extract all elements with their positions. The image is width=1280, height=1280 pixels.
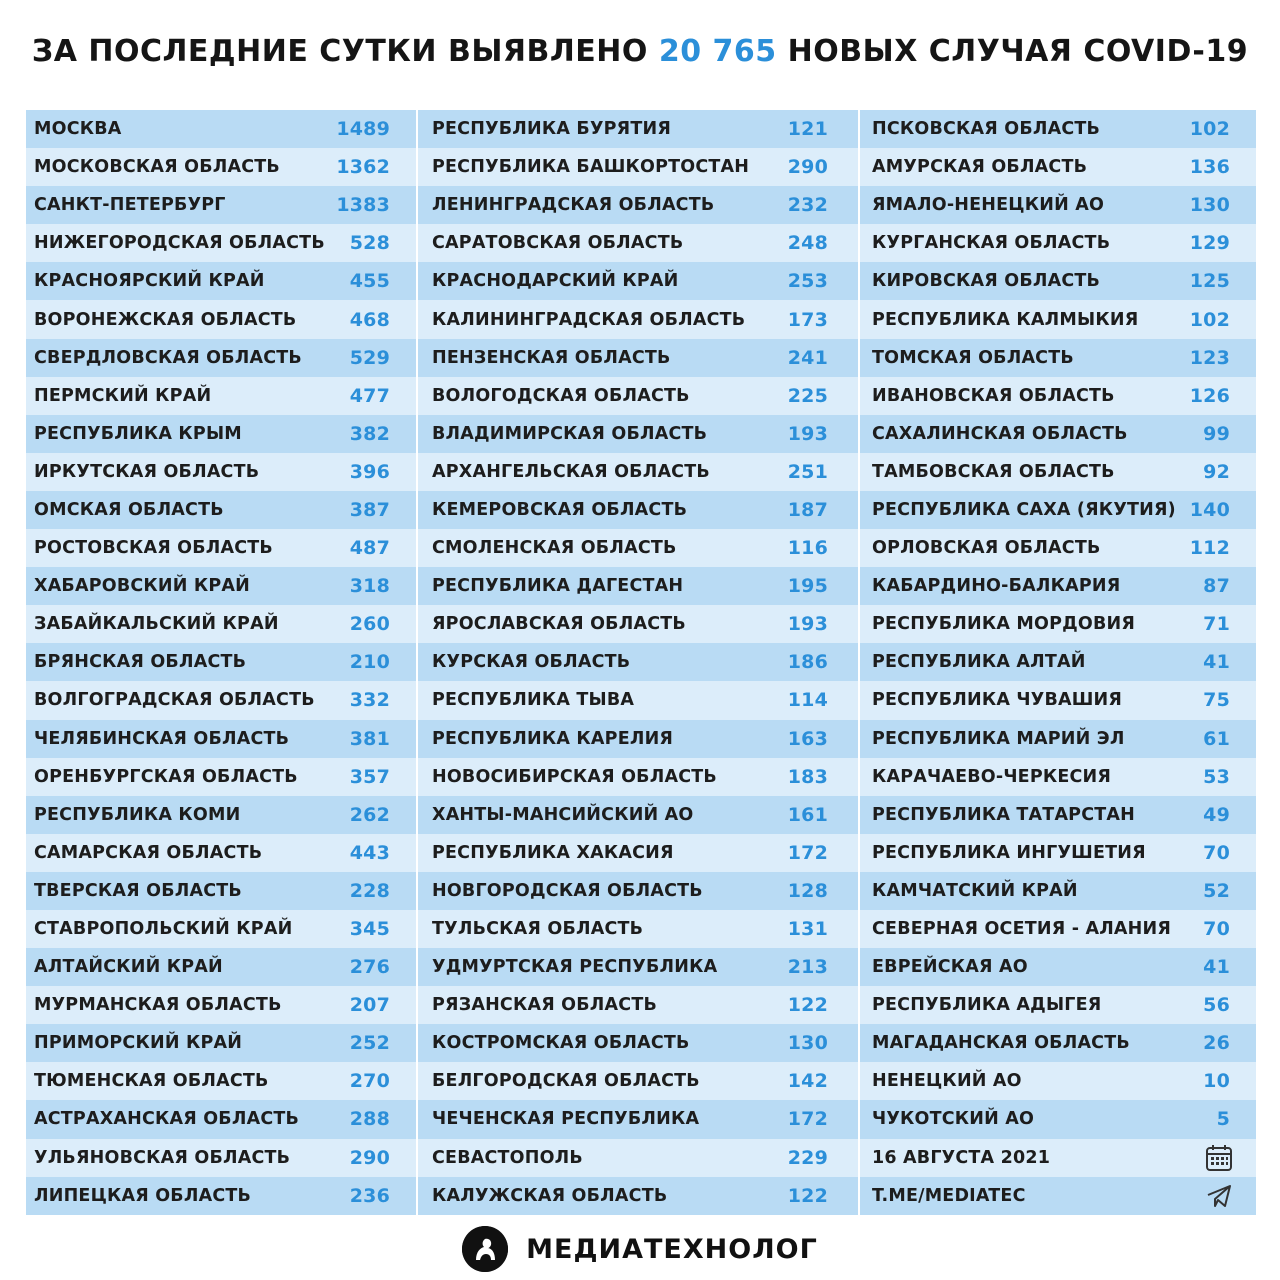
table-row [418, 872, 858, 910]
case-count: 468 [349, 308, 390, 331]
table-row [418, 110, 858, 148]
region-name: РЕСПУБЛИКА ДАГЕСТАН [432, 576, 684, 597]
region-name: ТОМСКАЯ ОБЛАСТЬ [872, 347, 1074, 368]
table-row [26, 643, 416, 681]
region-name: ТВЕРСКАЯ ОБЛАСТЬ [34, 880, 242, 901]
regions-column-3 [860, 110, 1256, 1215]
case-count: 49 [1203, 803, 1230, 826]
region-name: РЕСПУБЛИКА БУРЯТИЯ [432, 119, 672, 140]
region-name: УДМУРТСКАЯ РЕСПУБЛИКА [432, 957, 718, 978]
region-name: БРЯНСКАЯ ОБЛАСТЬ [34, 652, 247, 673]
table-row [860, 986, 1256, 1024]
table-row [860, 605, 1256, 643]
mediatechnolog-logo-icon [462, 1226, 508, 1272]
case-count: 455 [349, 270, 390, 293]
case-count: 232 [787, 194, 828, 217]
table-row [418, 834, 858, 872]
region-name: НОВГОРОДСКАЯ ОБЛАСТЬ [432, 880, 703, 901]
region-name: СЕВЕРНАЯ ОСЕТИЯ - АЛАНИЯ [872, 919, 1172, 940]
case-count: 183 [787, 765, 828, 788]
region-name: РЯЗАНСКАЯ ОБЛАСТЬ [432, 995, 657, 1016]
case-count: 70 [1203, 841, 1230, 864]
case-count: 112 [1189, 537, 1230, 560]
region-name: РОСТОВСКАЯ ОБЛАСТЬ [34, 538, 273, 559]
region-name: РЕСПУБЛИКА КАЛМЫКИЯ [872, 309, 1139, 330]
table-row [26, 948, 416, 986]
case-count: 443 [349, 841, 390, 864]
case-count: 130 [787, 1032, 828, 1055]
region-name: РЕСПУБЛИКА КОМИ [34, 804, 241, 825]
case-count: 10 [1203, 1070, 1230, 1093]
table-row [418, 1062, 858, 1100]
table-row [860, 491, 1256, 529]
table-row [26, 1024, 416, 1062]
table-row [26, 720, 416, 758]
case-count: 53 [1203, 765, 1230, 788]
table-row [26, 529, 416, 567]
table-row [26, 567, 416, 605]
footer [0, 1226, 1280, 1272]
table-row [418, 986, 858, 1024]
case-count: 1383 [336, 194, 390, 217]
table-row [860, 1177, 1256, 1215]
region-name: РЕСПУБЛИКА БАШКОРТОСТАН [432, 157, 750, 178]
region-name: СМОЛЕНСКАЯ ОБЛАСТЬ [432, 538, 677, 559]
region-name: РЕСПУБЛИКА МОРДОВИЯ [872, 614, 1136, 635]
case-count: 288 [349, 1108, 390, 1131]
table-row [418, 339, 858, 377]
case-count: 142 [787, 1070, 828, 1093]
case-count: 262 [349, 803, 390, 826]
region-name: РЕСПУБЛИКА КАРЕЛИЯ [432, 728, 674, 749]
case-count: 290 [787, 156, 828, 179]
region-name: РЕСПУБЛИКА ХАКАСИЯ [432, 842, 674, 863]
table-row [26, 415, 416, 453]
table-row [418, 1024, 858, 1062]
table-row [418, 186, 858, 224]
table-row [26, 1139, 416, 1177]
region-name: НИЖЕГОРОДСКАЯ ОБЛАСТЬ [34, 233, 325, 254]
region-name: СЕВАСТОПОЛЬ [432, 1147, 583, 1168]
table-row [418, 796, 858, 834]
case-count: 121 [787, 118, 828, 141]
case-count: 529 [349, 346, 390, 369]
case-count: 290 [349, 1146, 390, 1169]
region-name: КРАСНОДАРСКИЙ КРАЙ [432, 271, 679, 292]
table-row [26, 796, 416, 834]
region-name: ОРЕНБУРГСКАЯ ОБЛАСТЬ [34, 766, 298, 787]
region-name: ПСКОВСКАЯ ОБЛАСТЬ [872, 119, 1101, 140]
case-count: 5 [1216, 1108, 1230, 1131]
table-row [860, 948, 1256, 986]
region-name: РЕСПУБЛИКА ИНГУШЕТИЯ [872, 842, 1146, 863]
brand-name: МЕДИАТЕХНОЛОГ [526, 1233, 818, 1265]
region-name: МОСКВА [34, 119, 122, 140]
region-name: КАРАЧАЕВО-ЧЕРКЕСИЯ [872, 766, 1112, 787]
table-row [860, 262, 1256, 300]
region-name: 16 АВГУСТА 2021 [872, 1147, 1051, 1168]
case-count: 487 [349, 537, 390, 560]
region-name: ОРЛОВСКАЯ ОБЛАСТЬ [872, 538, 1101, 559]
region-name: КЕМЕРОВСКАЯ ОБЛАСТЬ [432, 499, 688, 520]
region-name: ВЛАДИМИРСКАЯ ОБЛАСТЬ [432, 423, 708, 444]
region-name: КАМЧАТСКИЙ КРАЙ [872, 880, 1078, 901]
table-row [418, 643, 858, 681]
table-row [418, 300, 858, 338]
case-count: 116 [787, 537, 828, 560]
case-count: 318 [349, 575, 390, 598]
case-count: 129 [1189, 232, 1230, 255]
region-name: НОВОСИБИРСКАЯ ОБЛАСТЬ [432, 766, 717, 787]
table-row [418, 567, 858, 605]
case-count: 195 [787, 575, 828, 598]
region-name: ЛЕНИНГРАДСКАЯ ОБЛАСТЬ [432, 195, 715, 216]
table-row [418, 681, 858, 719]
region-name: СВЕРДЛОВСКАЯ ОБЛАСТЬ [34, 347, 302, 368]
region-name: КИРОВСКАЯ ОБЛАСТЬ [872, 271, 1101, 292]
region-name: РЕСПУБЛИКА ТАТАРСТАН [872, 804, 1135, 825]
region-name: РЕСПУБЛИКА АДЫГЕЯ [872, 995, 1102, 1016]
title-after: НОВЫХ СЛУЧАЯ COVID-19 [787, 34, 1249, 69]
table-row [860, 1062, 1256, 1100]
case-count: 136 [1189, 156, 1230, 179]
table-row [26, 1062, 416, 1100]
table-row [418, 224, 858, 262]
case-count: 92 [1203, 460, 1230, 483]
table-row [26, 872, 416, 910]
regions-column-1 [26, 110, 416, 1215]
region-name: КУРСКАЯ ОБЛАСТЬ [432, 652, 631, 673]
region-name: АСТРАХАНСКАЯ ОБЛАСТЬ [34, 1109, 300, 1130]
region-name: ОМСКАЯ ОБЛАСТЬ [34, 499, 224, 520]
region-name: КУРГАНСКАЯ ОБЛАСТЬ [872, 233, 1111, 254]
region-name: ТЮМЕНСКАЯ ОБЛАСТЬ [34, 1071, 269, 1092]
region-name: КАБАРДИНО-БАЛКАРИЯ [872, 576, 1121, 597]
table-row [418, 529, 858, 567]
region-name: РЕСПУБЛИКА АЛТАЙ [872, 652, 1086, 673]
region-name: КОСТРОМСКАЯ ОБЛАСТЬ [432, 1033, 690, 1054]
region-name: ВОЛОГОДСКАЯ ОБЛАСТЬ [432, 385, 690, 406]
case-count: 140 [1189, 498, 1230, 521]
case-count: 122 [787, 1184, 828, 1207]
region-name: ЕВРЕЙСКАЯ АО [872, 957, 1028, 978]
table-row [860, 1024, 1256, 1062]
region-name: МУРМАНСКАЯ ОБЛАСТЬ [34, 995, 282, 1016]
case-count: 131 [787, 918, 828, 941]
case-count: 252 [349, 1032, 390, 1055]
table-row [860, 796, 1256, 834]
region-name: ВОРОНЕЖСКАЯ ОБЛАСТЬ [34, 309, 297, 330]
table-row [860, 910, 1256, 948]
table-row [26, 1177, 416, 1215]
case-count: 123 [1189, 346, 1230, 369]
region-name: РЕСПУБЛИКА КРЫМ [34, 423, 242, 444]
case-count: 125 [1189, 270, 1230, 293]
region-name: ЧУКОТСКИЙ АО [872, 1109, 1035, 1130]
table-row [860, 186, 1256, 224]
table-row [860, 339, 1256, 377]
region-name: ИРКУТСКАЯ ОБЛАСТЬ [34, 461, 260, 482]
case-count: 187 [787, 498, 828, 521]
page-title [0, 34, 1280, 69]
case-count: 41 [1203, 651, 1230, 674]
title-before: ЗА ПОСЛЕДНИЕ СУТКИ ВЫЯВЛЕНО [31, 34, 648, 69]
region-name: НЕНЕЦКИЙ АО [872, 1071, 1022, 1092]
region-name: ЛИПЕЦКАЯ ОБЛАСТЬ [34, 1185, 252, 1206]
table-row [860, 415, 1256, 453]
table-row [860, 529, 1256, 567]
table-row [418, 453, 858, 491]
case-count: 128 [787, 879, 828, 902]
region-name: КАЛУЖСКАЯ ОБЛАСТЬ [432, 1185, 668, 1206]
table-row [26, 186, 416, 224]
case-count: 270 [349, 1070, 390, 1093]
table-row [26, 148, 416, 186]
table-row [418, 948, 858, 986]
table-row [860, 720, 1256, 758]
case-count: 253 [787, 270, 828, 293]
regions-table [26, 110, 1256, 1216]
table-row [26, 1100, 416, 1138]
table-row [26, 453, 416, 491]
case-count: 56 [1203, 994, 1230, 1017]
table-row [860, 377, 1256, 415]
case-count: 52 [1203, 879, 1230, 902]
table-row [26, 300, 416, 338]
region-name: СТАВРОПОЛЬСКИЙ КРАЙ [34, 919, 293, 940]
case-count: 173 [787, 308, 828, 331]
case-count: 61 [1203, 727, 1230, 750]
table-row [418, 758, 858, 796]
case-count: 71 [1203, 613, 1230, 636]
region-name: ВОЛГОГРАДСКАЯ ОБЛАСТЬ [34, 690, 315, 711]
region-name: РЕСПУБЛИКА САХА (ЯКУТИЯ) [872, 499, 1176, 520]
telegram-icon [1204, 1181, 1234, 1211]
table-row [418, 1177, 858, 1215]
table-row [860, 872, 1256, 910]
case-count: 75 [1203, 689, 1230, 712]
region-name: ЧЕЧЕНСКАЯ РЕСПУБЛИКА [432, 1109, 700, 1130]
region-name: ИВАНОВСКАЯ ОБЛАСТЬ [872, 385, 1115, 406]
region-name: САРАТОВСКАЯ ОБЛАСТЬ [432, 233, 684, 254]
case-count: 260 [349, 613, 390, 636]
case-count: 210 [349, 651, 390, 674]
table-row [418, 1139, 858, 1177]
table-row [418, 605, 858, 643]
table-row [860, 224, 1256, 262]
case-count: 1489 [336, 118, 390, 141]
table-row [26, 986, 416, 1024]
table-row [418, 720, 858, 758]
case-count: 70 [1203, 918, 1230, 941]
table-row [418, 415, 858, 453]
case-count: 345 [349, 918, 390, 941]
table-row [418, 491, 858, 529]
case-count: 207 [349, 994, 390, 1017]
region-name: ПЕРМСКИЙ КРАЙ [34, 385, 212, 406]
case-count: 186 [787, 651, 828, 674]
case-count: 172 [787, 841, 828, 864]
region-name: МАГАДАНСКАЯ ОБЛАСТЬ [872, 1033, 1130, 1054]
region-name: АЛТАЙСКИЙ КРАЙ [34, 957, 223, 978]
case-count: 528 [349, 232, 390, 255]
table-row [860, 1100, 1256, 1138]
table-row [26, 605, 416, 643]
table-row [860, 110, 1256, 148]
table-row [860, 758, 1256, 796]
region-name: ЯМАЛО-НЕНЕЦКИЙ АО [872, 195, 1105, 216]
case-count: 193 [787, 422, 828, 445]
case-count: 130 [1189, 194, 1230, 217]
case-count: 122 [787, 994, 828, 1017]
region-name: ТУЛЬСКАЯ ОБЛАСТЬ [432, 919, 644, 940]
region-name: КРАСНОЯРСКИЙ КРАЙ [34, 271, 265, 292]
table-row [418, 262, 858, 300]
region-name: РЕСПУБЛИКА ЧУВАШИЯ [872, 690, 1123, 711]
region-name: РЕСПУБЛИКА ТЫВА [432, 690, 635, 711]
region-name: БЕЛГОРОДСКАЯ ОБЛАСТЬ [432, 1071, 700, 1092]
calendar-icon [1204, 1143, 1234, 1173]
case-count: 172 [787, 1108, 828, 1131]
region-name: ХАБАРОВСКИЙ КРАЙ [34, 576, 251, 597]
region-name: КАЛИНИНГРАДСКАЯ ОБЛАСТЬ [432, 309, 746, 330]
table-row [26, 491, 416, 529]
region-name: САХАЛИНСКАЯ ОБЛАСТЬ [872, 423, 1128, 444]
table-row [418, 148, 858, 186]
case-count: 236 [349, 1184, 390, 1207]
title-number: 20 765 [658, 34, 777, 69]
table-row [860, 643, 1256, 681]
table-row [860, 567, 1256, 605]
table-row [418, 910, 858, 948]
table-row [26, 224, 416, 262]
table-row [860, 300, 1256, 338]
table-row [26, 910, 416, 948]
case-count: 248 [787, 232, 828, 255]
case-count: 126 [1189, 384, 1230, 407]
case-count: 387 [349, 498, 390, 521]
case-count: 161 [787, 803, 828, 826]
case-count: 241 [787, 346, 828, 369]
region-name: ПРИМОРСКИЙ КРАЙ [34, 1033, 243, 1054]
case-count: 102 [1189, 118, 1230, 141]
case-count: 99 [1203, 422, 1230, 445]
region-name: ТАМБОВСКАЯ ОБЛАСТЬ [872, 461, 1115, 482]
table-row [26, 377, 416, 415]
table-row [860, 834, 1256, 872]
table-row [860, 681, 1256, 719]
case-count: 26 [1203, 1032, 1230, 1055]
region-name: РЕСПУБЛИКА МАРИЙ ЭЛ [872, 728, 1125, 749]
table-row [860, 148, 1256, 186]
table-row [26, 834, 416, 872]
case-count: 477 [349, 384, 390, 407]
case-count: 213 [787, 956, 828, 979]
case-count: 225 [787, 384, 828, 407]
case-count: 276 [349, 956, 390, 979]
table-row [26, 339, 416, 377]
table-row [860, 453, 1256, 491]
table-row [26, 681, 416, 719]
case-count: 193 [787, 613, 828, 636]
table-row [418, 1100, 858, 1138]
region-name: T.ME/MEDIATEC [872, 1185, 1026, 1206]
region-name: САМАРСКАЯ ОБЛАСТЬ [34, 842, 263, 863]
region-name: ЧЕЛЯБИНСКАЯ ОБЛАСТЬ [34, 728, 290, 749]
case-count: 87 [1203, 575, 1230, 598]
region-name: УЛЬЯНОВСКАЯ ОБЛАСТЬ [34, 1147, 291, 1168]
case-count: 357 [349, 765, 390, 788]
region-name: ЗАБАЙКАЛЬСКИЙ КРАЙ [34, 614, 279, 635]
case-count: 332 [349, 689, 390, 712]
region-name: ПЕНЗЕНСКАЯ ОБЛАСТЬ [432, 347, 671, 368]
region-name: АРХАНГЕЛЬСКАЯ ОБЛАСТЬ [432, 461, 710, 482]
case-count: 228 [349, 879, 390, 902]
case-count: 163 [787, 727, 828, 750]
table-row [418, 377, 858, 415]
region-name: МОСКОВСКАЯ ОБЛАСТЬ [34, 157, 280, 178]
case-count: 381 [349, 727, 390, 750]
case-count: 114 [787, 689, 828, 712]
case-count: 1362 [336, 156, 390, 179]
case-count: 382 [349, 422, 390, 445]
case-count: 41 [1203, 956, 1230, 979]
table-row [26, 110, 416, 148]
case-count: 229 [787, 1146, 828, 1169]
region-name: ХАНТЫ-МАНСИЙСКИЙ АО [432, 804, 694, 825]
regions-column-2 [418, 110, 858, 1215]
case-count: 102 [1189, 308, 1230, 331]
region-name: ЯРОСЛАВСКАЯ ОБЛАСТЬ [432, 614, 686, 635]
region-name: САНКТ-ПЕТЕРБУРГ [34, 195, 226, 216]
case-count: 251 [787, 460, 828, 483]
region-name: АМУРСКАЯ ОБЛАСТЬ [872, 157, 1088, 178]
table-row [26, 262, 416, 300]
table-row [26, 758, 416, 796]
table-row [860, 1139, 1256, 1177]
case-count: 396 [349, 460, 390, 483]
